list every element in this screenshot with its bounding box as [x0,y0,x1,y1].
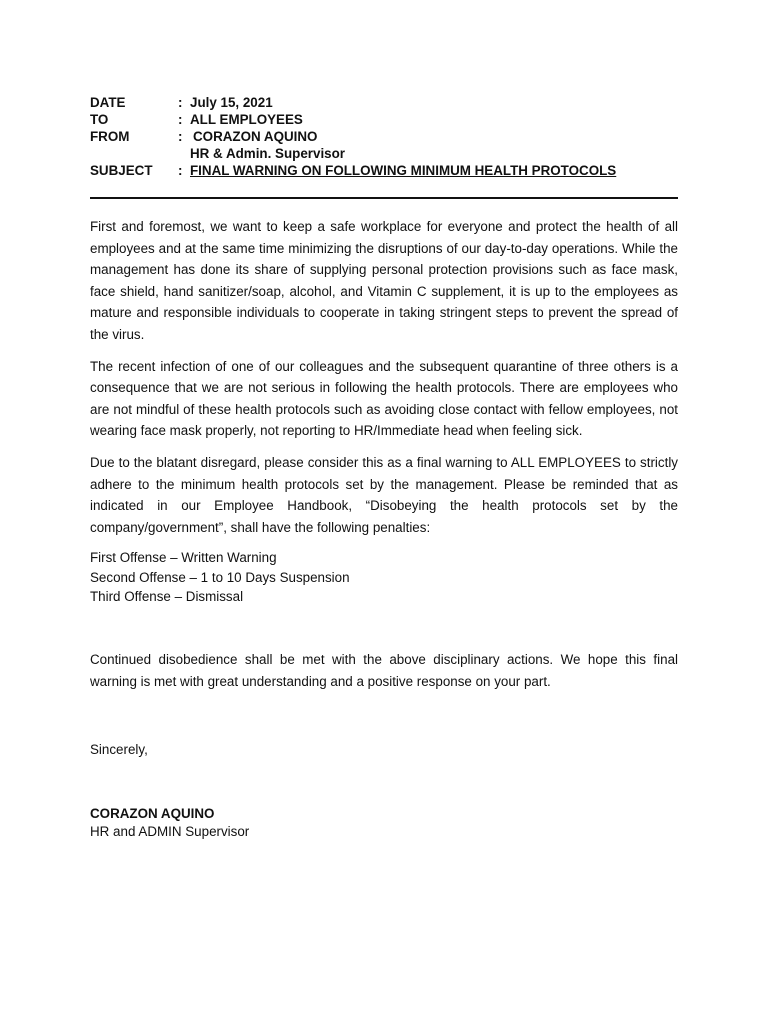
subject-row [90,162,680,179]
to-label: TO [90,112,109,127]
subject-label: SUBJECT [90,163,153,178]
penalty-item: Third Offense – Dismissal [90,589,244,605]
subject-value: FINAL WARNING ON FOLLOWING MINIMUM HEALTH PROTOCOLS [190,163,617,178]
memo-body [90,216,678,607]
paragraph-warning: Due to the blatant disregard, please consider this as a final warning to ALL EMPLOYEES to strictly adhere to the minimum health protocols set by the management. Please be reminded that as indicated in our Employee Handbook, “Disobeying the health protocols set by the company/government”, shall have the following penalties: [90,454,678,535]
from-title-row [90,145,680,162]
paragraph-closing: Continued disobedience shall be met with the above disciplinary actions. We hope this final warning is met with great understanding and a positive response on your part. [90,652,678,689]
memo-header [90,94,680,179]
salutation: Sincerely, [90,742,148,757]
signer-name: CORAZON AQUINO [90,806,215,821]
date-label: DATE [90,95,126,110]
paragraph-intro: First and foremost, we want to keep a safe workplace for everyone and protect the health of all employees and at the same time minimizing the disruptions of our day-to-day operations. While the management has done its share of supplying personal protection provisions such as face mask, face shield, hand sanitizer/soap, alcohol, and Vitamin C supplement, it is up to the employees as mature and responsible individuals to cooperate in taking stringent steps to prevent the spread of the virus. [90,219,678,342]
signer-title: HR and ADMIN Supervisor [90,824,250,839]
to-row [90,111,680,128]
from-value: CORAZON AQUINO [193,129,318,144]
signature-block [90,805,678,841]
to-colon: : [178,112,183,127]
from-row [90,128,680,145]
date-value: July 15, 2021 [190,95,273,110]
date-row [90,94,680,111]
header-divider [90,197,678,199]
date-colon: : [178,95,183,110]
penalties-list [90,548,678,607]
penalty-item: First Offense – Written Warning [90,550,277,566]
from-colon: : [178,129,183,144]
from-label: FROM [90,129,130,144]
paragraph-infection: The recent infection of one of our colleagues and the subsequent quarantine of three others is a consequence that we are not serious in following the health protocols. There are employees who are not mindful of these health protocols such as avoiding close contact with fellow employees, not wearing face mask properly, not reporting to HR/Immediate head when feeling sick. [90,358,678,439]
from-title: HR & Admin. Supervisor [190,146,346,161]
penalty-item: Second Offense – 1 to 10 Days Suspension [90,569,350,585]
to-value: ALL EMPLOYEES [190,112,303,127]
subject-colon: : [178,163,183,178]
